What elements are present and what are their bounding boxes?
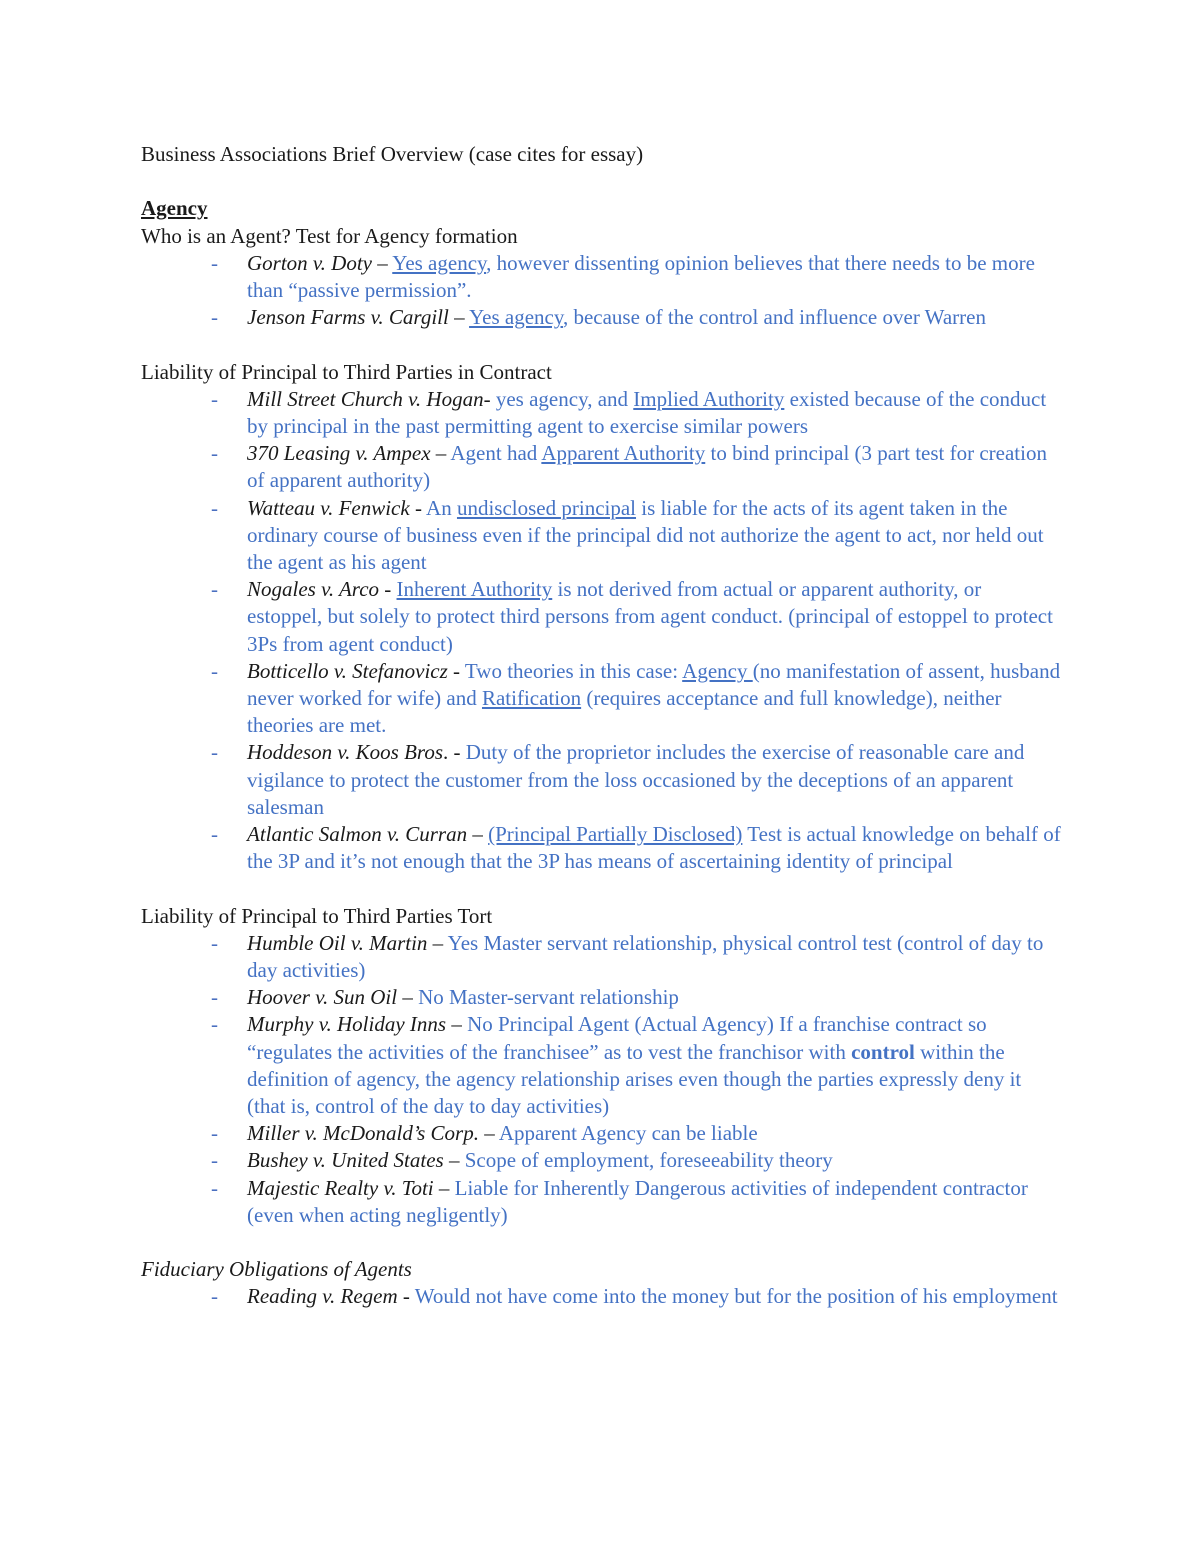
case-item (141, 495, 1061, 577)
holding-text: Would not have come into the money but for the position of his employment (414, 1284, 1058, 1309)
separator: - (379, 577, 397, 602)
holding-link: (Principal Partially Disclosed) (488, 822, 743, 847)
holding-text: Two theories in this case: (464, 658, 683, 683)
document-page (141, 141, 1061, 1311)
case-name: 370 Leasing v. Ampex (247, 441, 431, 466)
case-name: Botticello v. Stefanovicz (247, 658, 448, 683)
case-name: Majestic Realty v. Toti (247, 1175, 434, 1200)
holding-text: within the definition of agency, the agency relationship arises even though the parties expressly deny it (that is, control of the day to day activities) (247, 1039, 1022, 1119)
bullet-dash: - (211, 386, 218, 411)
emphasis-control: control (851, 1039, 915, 1064)
case-name: Murphy v. Holiday Inns (247, 1012, 447, 1037)
holding-link: Implied Authority (633, 386, 785, 411)
spacer (141, 168, 1061, 195)
bullet-dash: - (211, 577, 218, 602)
holding-link: Yes agency (469, 305, 563, 330)
separator: – (443, 1148, 465, 1173)
holding-text: Apparent Agency can be liable (498, 1121, 758, 1146)
case-item (141, 1175, 1061, 1229)
case-name: Hoover v. Sun Oil (247, 985, 398, 1010)
holding-text: Liable for Inherently Dangerous activities of independent contractor (even when acting negligently) (247, 1175, 1028, 1227)
bullet-dash: - (211, 1148, 218, 1173)
holding-text: Agent had (450, 441, 542, 466)
separator: – (448, 305, 470, 330)
spacer (141, 1229, 1061, 1256)
holding-text: (no manifestation of assent, husband never worked for wife) and (247, 658, 1061, 711)
separator: - (447, 658, 465, 683)
bullet-dash: - (211, 250, 218, 275)
separator: – (427, 930, 448, 955)
section-heading-formation: Who is an Agent? Test for Agency formation (141, 223, 518, 248)
separator: . - (443, 740, 466, 765)
holding-link: Agency (682, 658, 753, 683)
bullet-dash: - (211, 441, 218, 466)
bullet-dash: - (211, 658, 218, 683)
bullet-dash: - (211, 1121, 218, 1146)
case-name: Mill Street Church v. Hogan (247, 386, 484, 411)
case-item (141, 1283, 1061, 1310)
holding-text: (requires acceptance and full knowledge), neither theories are met. (247, 686, 1002, 738)
separator: – (397, 985, 419, 1010)
holding-text: existed because of the conduct by principal in the past permitting agent to exercise similar powers (247, 386, 1047, 438)
holding-link: Inherent Authority (396, 577, 553, 602)
case-name: Reading v. Regem (247, 1284, 398, 1309)
holding-link: Apparent Authority (541, 441, 706, 466)
holding-text: Test is actual knowledge on behalf of the 3P and it’s not enough that the 3P has means of ascertaining identity of principal (247, 822, 1061, 874)
separator: – (478, 1121, 499, 1146)
holding-link: Ratification (481, 686, 582, 711)
bullet-dash: - (211, 985, 218, 1010)
case-item (141, 304, 1061, 331)
holding-text: No Principal Agent (Actual Agency) If a franchise contract so “regulates the activities of the franchisee” as to vest the franchisor with (247, 1012, 987, 1064)
separator: - (397, 1284, 415, 1309)
case-item (141, 739, 1061, 821)
separator: - (409, 495, 427, 520)
case-item (141, 1120, 1061, 1147)
holding-link: undisclosed principal (456, 495, 637, 520)
document-title: Business Associations Brief Overview (case cites for essay) (141, 142, 644, 166)
bullet-dash: - (211, 822, 218, 847)
holding-text: , because of the control and influence over Warren (562, 305, 986, 330)
case-name: Atlantic Salmon v. Curran (247, 822, 468, 847)
bullet-dash: - (211, 740, 218, 765)
holding-text: to bind principal (3 part test for creation of apparent authority) (247, 441, 1047, 493)
case-name: Watteau v. Fenwick (247, 495, 410, 520)
case-name: Humble Oil v. Martin (247, 930, 428, 955)
spacer (141, 331, 1061, 358)
case-name: Gorton v. Doty (247, 250, 373, 275)
holding-text: Scope of employment, foreseeability theory (464, 1148, 833, 1173)
case-item (141, 1011, 1061, 1120)
separator: – (372, 250, 393, 275)
case-name: Miller v. McDonald’s Corp. (247, 1121, 479, 1146)
bullet-dash: - (211, 1284, 218, 1309)
case-list-tort (141, 930, 1061, 1229)
separator: - (483, 386, 496, 411)
separator: – (433, 1175, 455, 1200)
case-name: Nogales v. Arco (247, 577, 380, 602)
case-list-formation (141, 250, 1061, 332)
case-list-fiduciary (141, 1283, 1061, 1310)
case-item (141, 440, 1061, 494)
case-name: Jenson Farms v. Cargill (247, 305, 449, 330)
case-item (141, 576, 1061, 658)
bullet-dash: - (211, 1175, 218, 1200)
separator: – (467, 822, 489, 847)
case-item (141, 930, 1061, 984)
bullet-dash: - (211, 495, 218, 520)
bullet-dash: - (211, 1012, 218, 1037)
case-item (141, 658, 1061, 740)
holding-text: An (426, 495, 457, 520)
case-name: Hoddeson v. Koos Bros (247, 740, 443, 765)
holding-text: is not derived from actual or apparent authority, or estoppel, but solely to protect third persons from agent conduct. (principal of estoppel to protect 3Ps from agent conduct) (247, 577, 1053, 656)
holding-text: , however dissenting opinion believes that there needs to be more than “passive permission”. (247, 250, 1035, 302)
holding-text: Yes Master servant relationship, physical control test (control of day to day activities) (247, 930, 1044, 983)
bullet-dash: - (211, 305, 218, 330)
bullet-dash: - (211, 930, 218, 955)
case-item (141, 1147, 1061, 1174)
section-heading-contract: Liability of Principal to Third Parties in Contract (141, 359, 552, 384)
holding-text: No Master-servant relationship (418, 985, 679, 1010)
separator: – (446, 1012, 468, 1037)
holding-link: Yes agency (392, 250, 487, 275)
case-item (141, 821, 1061, 875)
separator: – (430, 441, 451, 466)
spacer (141, 875, 1061, 902)
holding-text: yes agency, and (495, 386, 634, 411)
case-item (141, 984, 1061, 1011)
case-item (141, 250, 1061, 304)
case-list-contract (141, 386, 1061, 876)
section-heading-tort: Liability of Principal to Third Parties Tort (141, 903, 493, 928)
agency-heading: Agency (141, 196, 208, 221)
holding-text: is liable for the acts of its agent taken in the ordinary course of business even if the principal did not authorize the agent to act, nor held out the agent as his agent (247, 495, 1044, 575)
case-name: Bushey v. United States (247, 1148, 444, 1173)
case-item (141, 386, 1061, 440)
section-heading-fiduciary: Fiduciary Obligations of Agents (141, 1257, 412, 1282)
holding-text: Duty of the proprietor includes the exercise of reasonable care and vigilance to protect the customer from the loss occasioned by the deceptions of an apparent salesman (247, 740, 1025, 819)
